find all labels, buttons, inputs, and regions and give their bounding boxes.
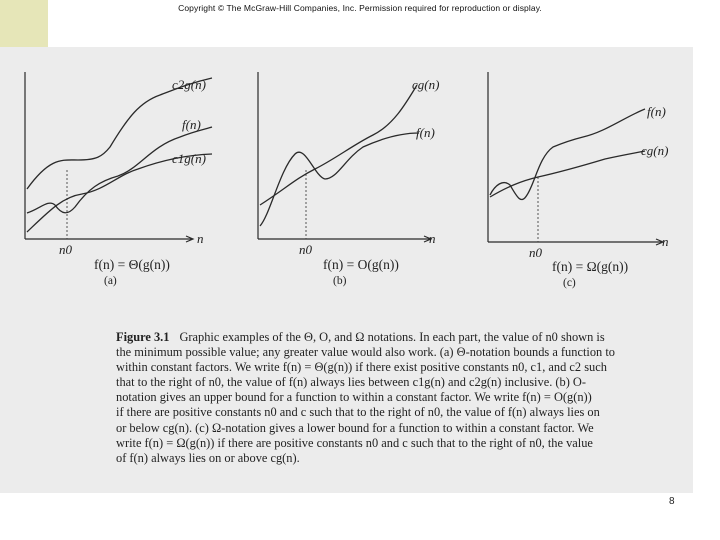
figure-scan <box>0 47 693 493</box>
curve-label: f(n) <box>182 117 201 132</box>
axis-label: n <box>197 231 204 246</box>
formula: f(n) = O(g(n)) <box>323 257 399 272</box>
curve-label: c2g(n) <box>172 77 206 92</box>
curve-label: f(n) <box>647 104 666 119</box>
formula: f(n) = Ω(g(n)) <box>552 259 629 274</box>
caption-line: within constant factors. We write f(n) = Θ(g(n)) if there exist positive constants n0, c1, and c2 such <box>116 360 607 375</box>
part-label: (c) <box>563 277 576 289</box>
formula: f(n) = Θ(g(n)) <box>94 257 170 272</box>
caption-line: or below cg(n). (c) Ω-notation gives a lower bound for a function to within a constant factor. We <box>116 420 594 435</box>
cg-curve <box>260 85 417 205</box>
n0-label: n0 <box>59 242 72 257</box>
part-label: (a) <box>104 275 117 287</box>
part-label: (b) <box>333 275 347 287</box>
curve-label: cg(n) <box>412 77 440 92</box>
caption-line: of f(n) always lies on or above cg(n). <box>116 450 300 465</box>
n0-label: n0 <box>529 245 542 260</box>
figure-caption <box>116 330 682 466</box>
caption-line: if there are positive constants n0 and c such that to the right of n0, the value of f(n) always lies on <box>116 405 600 420</box>
axis-label: n <box>429 231 436 246</box>
caption-line: Figure 3.1 Graphic examples of the Θ, O, and Ω notations. In each part, the value of n0 shown is <box>116 330 605 344</box>
f-curve <box>260 133 419 226</box>
c2g-curve <box>27 78 212 189</box>
caption-line: write f(n) = Ω(g(n)) if there are positive constants n0 and c such that to the right of n0, the value <box>116 435 593 450</box>
page-number: 8 <box>669 496 675 507</box>
caption-line: notation gives an upper bound for a function to within a constant factor. We write f(n) = O(g(n)) <box>116 390 592 405</box>
curve-label: cg(n) <box>641 143 669 158</box>
caption-line: that to the right of n0, the value of f(n) always lies between c1g(n) and c2g(n) inclusive. (b) O- <box>116 375 587 390</box>
figure-label: Figure 3.1 <box>116 330 170 344</box>
copyright-notice: Copyright © The McGraw-Hill Companies, Inc. Permission required for reproduction or display. <box>178 3 542 13</box>
f-curve <box>490 109 645 200</box>
curve-label: c1g(n) <box>172 151 206 166</box>
f-curve <box>27 127 212 213</box>
n0-label: n0 <box>299 242 312 257</box>
caption-line: the minimum possible value; any greater value would also work. (a) Θ-notation bounds a function to <box>116 345 615 360</box>
curve-label: f(n) <box>416 125 435 140</box>
axis-label: n <box>662 234 669 249</box>
